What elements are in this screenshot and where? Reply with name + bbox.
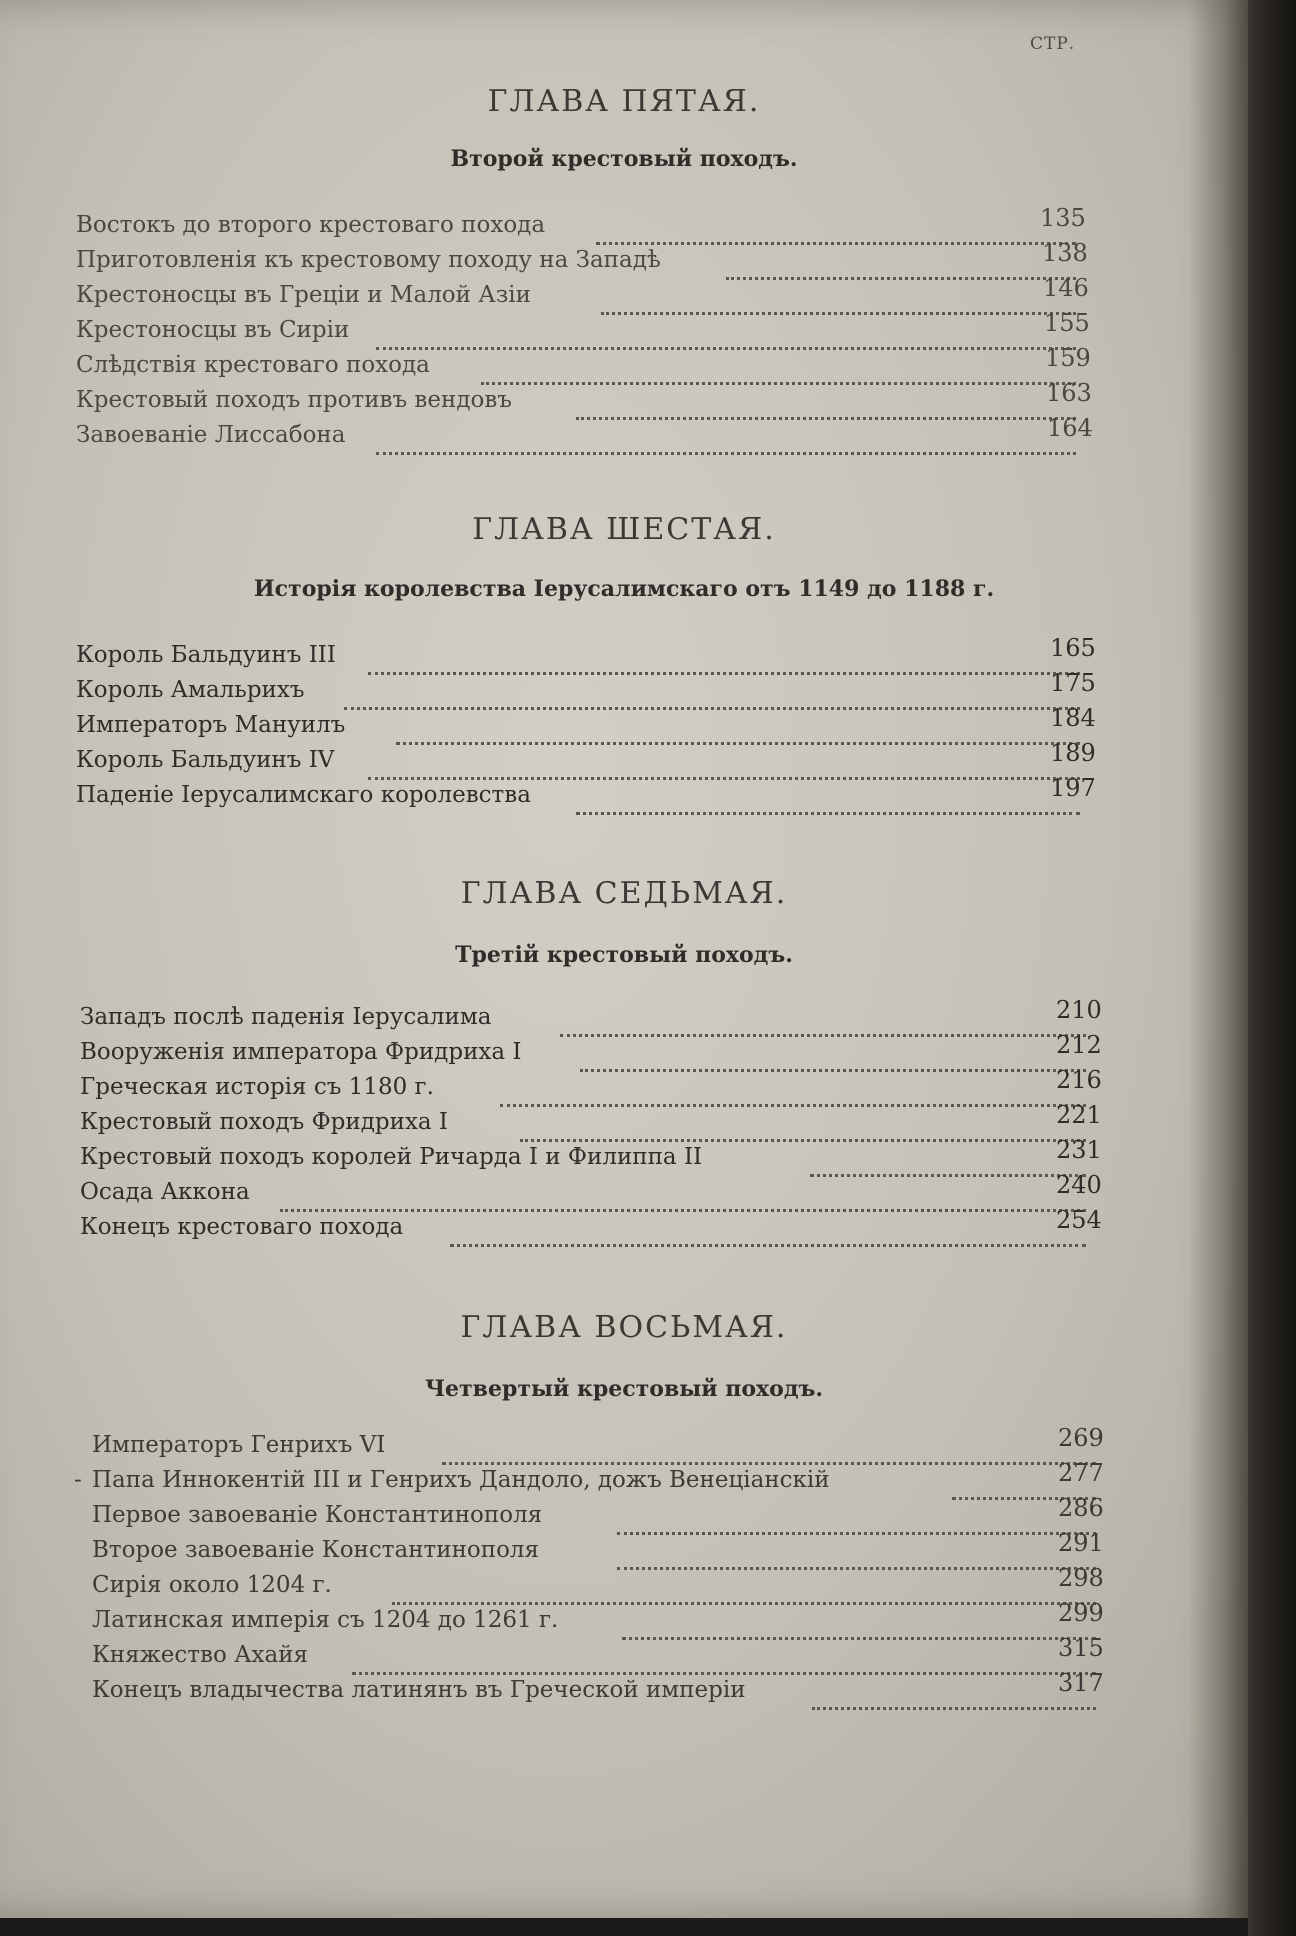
toc-entry-title: Осада Аккона	[80, 1179, 250, 1205]
toc-entry-page: 298	[1058, 1564, 1104, 1592]
dot-leader	[580, 1039, 1086, 1072]
dot-leader	[622, 1607, 1096, 1640]
toc-entry-title: Вооруженія императора Фридриха I	[80, 1039, 522, 1065]
toc-entry-title: Княжество Ахайя	[92, 1642, 309, 1668]
dot-leader	[396, 712, 1080, 745]
toc-entry-title: Императоръ Генрихъ VI	[92, 1432, 386, 1458]
dot-leader	[812, 1677, 1096, 1710]
page-column-header: СТР.	[1030, 34, 1076, 54]
dot-leader	[596, 212, 1076, 245]
dot-leader	[560, 1004, 1086, 1037]
toc-entry-title: Папа Иннокентій III и Генрихъ Дандоло, дожъ Венеціанскій	[92, 1467, 830, 1493]
toc-entry-title: Сирія около 1204 г.	[92, 1572, 332, 1598]
chapter-subtitle-7: Третій крестовый походъ.	[455, 942, 793, 968]
toc-entry-page: 212	[1056, 1031, 1102, 1059]
dot-leader	[576, 387, 1076, 420]
toc-entry-title: Король Бальдуинъ IV	[76, 747, 335, 773]
toc-entry-title: Востокъ до второго крестоваго похода	[76, 212, 546, 238]
margin-dash-mark: -	[74, 1467, 82, 1493]
book-spine	[1248, 0, 1296, 1936]
dot-leader	[352, 1642, 1096, 1675]
toc-entry-page: 216	[1056, 1066, 1102, 1094]
toc-entry-title: Король Бальдуинъ III	[76, 642, 336, 668]
toc-entry-page: 163	[1046, 379, 1092, 407]
toc-entry-title: Крестовый походъ Фридриха I	[80, 1109, 449, 1135]
toc-entry-title: Конецъ владычества латинянъ въ Греческой имперіи	[92, 1677, 746, 1703]
toc-entry-page: 254	[1056, 1206, 1102, 1234]
toc-entry-title: Приготовленія къ крестовому походу на Западѣ	[76, 247, 661, 273]
toc-entry-page: 197	[1050, 774, 1096, 802]
toc-entry-title: Крестовый походъ противъ вендовъ	[76, 387, 512, 413]
toc-entry-title: Король Амальрихъ	[76, 677, 305, 703]
chapter-heading-5: ГЛАВА ПЯТАЯ.	[487, 84, 761, 119]
toc-entry-page: 164	[1047, 414, 1093, 442]
toc-entry-title: Западъ послѣ паденія Іерусалима	[80, 1004, 492, 1030]
toc-entry-page: 277	[1058, 1459, 1104, 1487]
toc-entry-page: 155	[1044, 309, 1090, 337]
toc-entry-page: 165	[1050, 634, 1096, 662]
dot-leader	[601, 282, 1076, 315]
toc-entry-page: 315	[1058, 1634, 1104, 1662]
dot-leader	[368, 747, 1080, 780]
chapter-subtitle-8: Четвертый крестовый походъ.	[424, 1376, 824, 1402]
chapter-subtitle-5: Второй крестовый походъ.	[450, 146, 798, 172]
toc-entry-page: 138	[1042, 239, 1088, 267]
toc-entry-title: Крестовый походъ королей Ричарда I и Филиппа II	[80, 1144, 703, 1170]
toc-entry-page: 286	[1058, 1494, 1104, 1522]
toc-entry-title: Латинская имперія съ 1204 до 1261 г.	[92, 1607, 559, 1633]
dot-leader	[450, 1214, 1086, 1247]
dot-leader	[576, 782, 1080, 815]
dot-leader	[442, 1432, 1096, 1465]
toc-entry-page: 231	[1056, 1136, 1102, 1164]
dot-leader	[344, 677, 1080, 710]
toc-entry-title: Крестоносцы въ Греціи и Малой Азіи	[76, 282, 531, 308]
toc-entry-page: 159	[1045, 344, 1091, 372]
toc-entry-page: 291	[1058, 1529, 1104, 1557]
toc-entry-page: 221	[1056, 1101, 1102, 1129]
toc-entry-page: 189	[1050, 739, 1096, 767]
dot-leader	[368, 642, 1080, 675]
dot-leader	[481, 352, 1076, 385]
toc-entry-page: 317	[1058, 1669, 1104, 1697]
toc-entry-title: Императоръ Мануилъ	[76, 712, 346, 738]
chapter-heading-6: ГЛАВА ШЕСТАЯ.	[472, 512, 776, 547]
chapter-heading-7: ГЛАВА СЕДЬМАЯ.	[460, 876, 788, 911]
toc-entry-title: Паденіе Іерусалимскаго королевства	[76, 782, 531, 808]
toc-entry-title: Греческая исторія съ 1180 г.	[80, 1074, 434, 1100]
dot-leader	[500, 1074, 1086, 1107]
toc-entry-page: 299	[1058, 1599, 1104, 1627]
toc-entry-page: 135	[1040, 204, 1086, 232]
dot-leader	[520, 1109, 1086, 1142]
dot-leader	[810, 1144, 1086, 1177]
toc-entry-page: 269	[1058, 1424, 1104, 1452]
dot-leader	[726, 247, 1076, 280]
dot-leader	[280, 1179, 1086, 1212]
dot-leader	[392, 1572, 1096, 1605]
toc-entry-title: Слѣдствія крестоваго похода	[76, 352, 430, 378]
toc-entry-title: Завоеваніе Лиссабона	[76, 422, 346, 448]
toc-entry-page: 210	[1056, 996, 1102, 1024]
toc-entry-title: Второе завоеваніе Константинополя	[92, 1537, 540, 1563]
chapter-subtitle-6: Исторія королевства Іерусалимскаго отъ 1149 до 1188 г.	[253, 576, 995, 602]
toc-entry-page: 175	[1050, 669, 1096, 697]
dot-leader	[376, 317, 1076, 350]
toc-entry-page: 240	[1056, 1171, 1102, 1199]
dot-leader	[376, 422, 1076, 455]
toc-entry-page: 184	[1050, 704, 1096, 732]
toc-entry-title: Конецъ крестоваго похода	[80, 1214, 404, 1240]
toc-entry-title: Крестоносцы въ Сиріи	[76, 317, 350, 343]
dot-leader	[617, 1502, 1096, 1535]
toc-entry-title: Первое завоеваніе Константинополя	[92, 1502, 543, 1528]
chapter-heading-8: ГЛАВА ВОСЬМАЯ.	[460, 1310, 788, 1345]
toc-entry-page: 146	[1043, 274, 1089, 302]
dot-leader	[617, 1537, 1096, 1570]
